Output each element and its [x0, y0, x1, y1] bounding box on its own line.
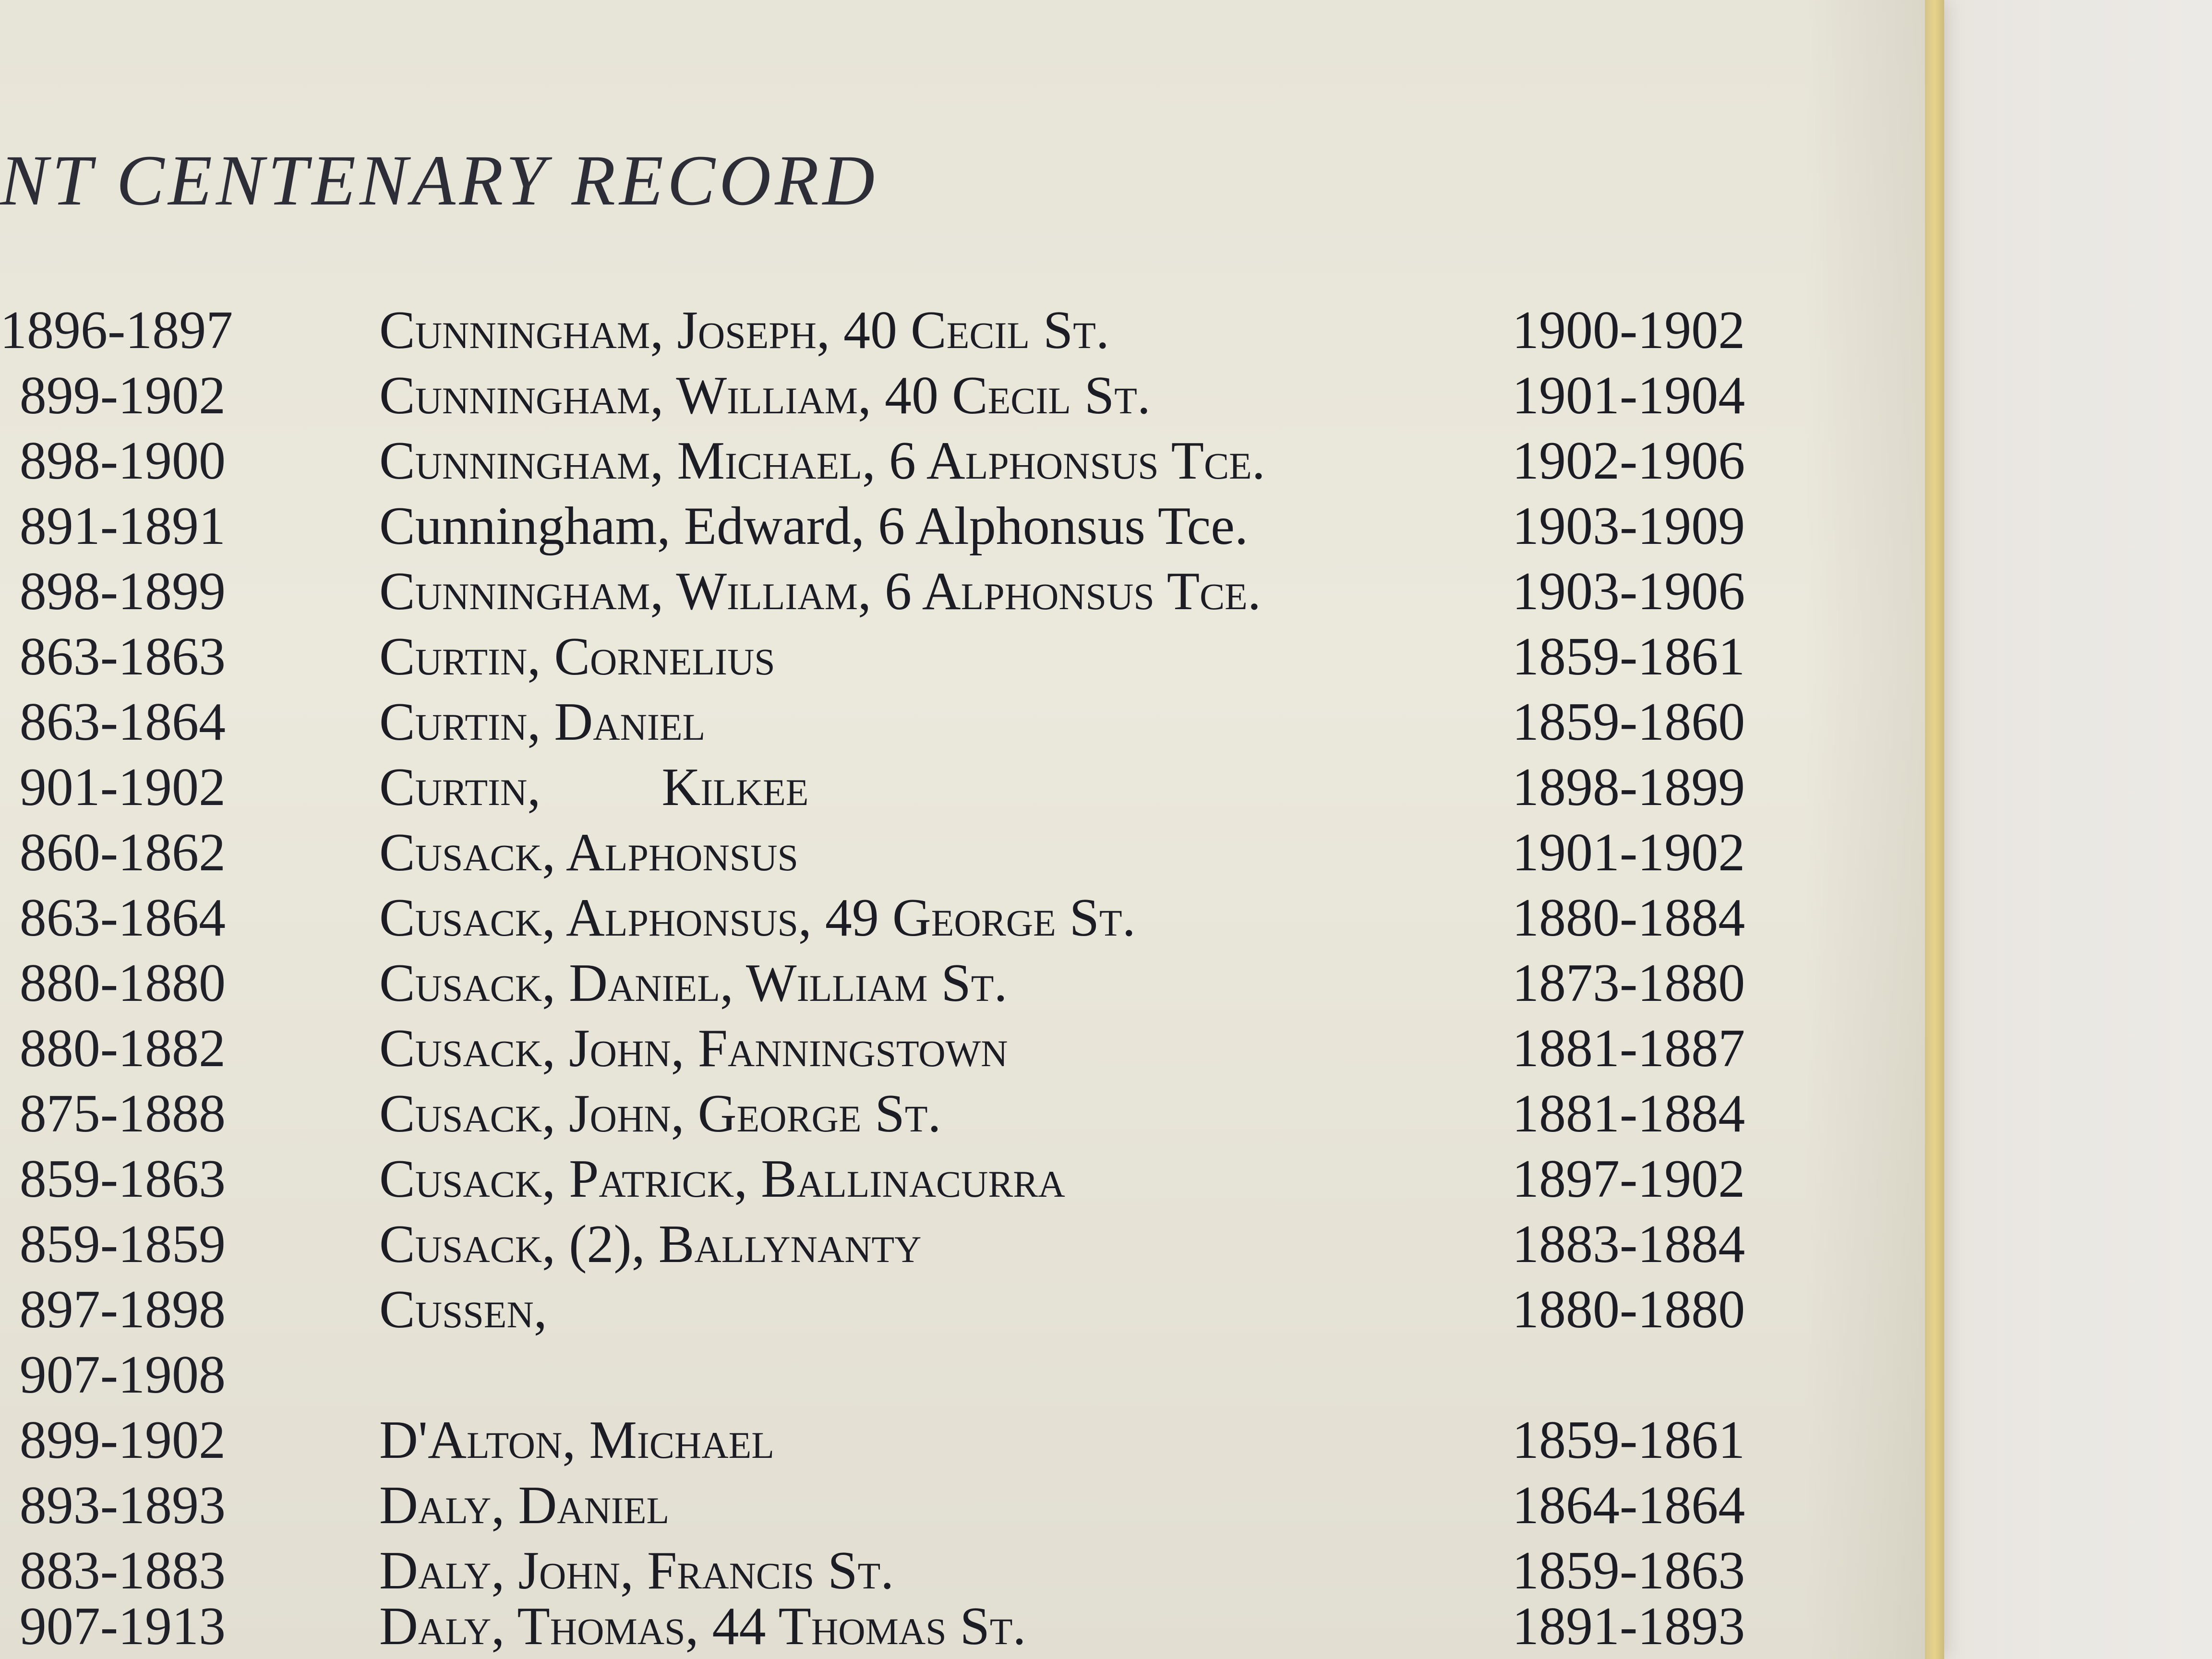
running-head: NT CENTENARY RECORD — [0, 141, 879, 220]
left-years: 899-1902 — [19, 366, 226, 425]
left-years: 907-1913 — [19, 1597, 226, 1656]
left-years: 860-1862 — [19, 823, 226, 882]
record-entry: Curtin, Cornelius — [379, 627, 775, 686]
record-row — [0, 493, 1786, 559]
right-years: 1891-1893 — [1512, 1597, 1745, 1656]
record-row — [0, 1016, 1786, 1081]
record-entry: Cunningham, William, 6 Alphonsus Tce. — [379, 562, 1261, 621]
record-entry: Cunningham, William, 40 Cecil St. — [379, 366, 1151, 425]
left-years: 898-1899 — [19, 562, 226, 621]
right-years: 1881-1884 — [1512, 1084, 1745, 1143]
record-entry: Daly, Thomas, 44 Thomas St. — [379, 1597, 1026, 1656]
record-row — [0, 428, 1786, 493]
record-row — [0, 1081, 1786, 1146]
right-years: 1864-1864 — [1512, 1476, 1745, 1535]
record-entry: Cusack, (2), Ballynanty — [379, 1214, 922, 1274]
record-row — [0, 950, 1786, 1016]
page-edge — [1925, 0, 1944, 1659]
left-years: 863-1863 — [19, 627, 226, 686]
record-entry: Curtin, Kilkee — [379, 757, 809, 817]
right-years: 1880-1884 — [1512, 888, 1745, 948]
record-row — [0, 1277, 1786, 1342]
left-years: 883-1883 — [19, 1541, 226, 1600]
record-entry: Cunningham, Edward, 6 Alphonsus Tce. — [379, 496, 1248, 556]
record-entry: Daly, John, Francis St. — [379, 1541, 894, 1600]
record-entry: Daly, Daniel — [379, 1476, 670, 1535]
left-years: 863-1864 — [19, 888, 226, 948]
right-years: 1859-1863 — [1512, 1541, 1745, 1600]
right-years: 1903-1909 — [1512, 496, 1745, 556]
record-row — [0, 885, 1786, 950]
left-years: 891-1891 — [19, 496, 226, 556]
left-years: 880-1880 — [19, 953, 226, 1013]
right-years: 1873-1880 — [1512, 953, 1745, 1013]
right-years: 1903-1906 — [1512, 562, 1745, 621]
record-entry: Cusack, John, Fanningstown — [379, 1019, 1008, 1078]
record-row — [0, 1212, 1786, 1277]
left-years: 875-1888 — [19, 1084, 226, 1143]
right-years: 1883-1884 — [1512, 1214, 1745, 1274]
left-years: 1896-1897 — [0, 301, 233, 360]
record-row — [0, 820, 1786, 885]
record-entry: Cunningham, Michael, 6 Alphonsus Tce. — [379, 431, 1265, 491]
record-row — [0, 755, 1786, 820]
left-years: 859-1863 — [19, 1149, 226, 1209]
record-row — [0, 298, 1786, 363]
left-years: 898-1900 — [19, 431, 226, 491]
record-row — [0, 624, 1786, 689]
record-entry: D'Alton, Michael — [379, 1410, 774, 1470]
record-row — [0, 363, 1786, 428]
right-years: 1897-1902 — [1512, 1149, 1745, 1209]
record-entry: Curtin, Daniel — [379, 692, 706, 752]
record-row — [0, 689, 1786, 755]
right-years: 1881-1887 — [1512, 1019, 1745, 1078]
record-row — [0, 1146, 1786, 1212]
record-row — [0, 1342, 1786, 1407]
right-years: 1898-1899 — [1512, 757, 1745, 817]
right-years: 1901-1902 — [1512, 823, 1745, 882]
record-entry: Cusack, John, George St. — [379, 1084, 941, 1143]
record-row — [0, 1407, 1786, 1473]
record-row — [0, 1473, 1786, 1538]
left-years: 859-1859 — [19, 1214, 226, 1274]
record-row — [0, 1594, 1786, 1659]
record-entry: Cusack, Alphonsus, 49 George St. — [379, 888, 1136, 948]
left-years: 893-1893 — [19, 1476, 226, 1535]
left-years: 907-1908 — [19, 1345, 226, 1405]
record-row — [0, 559, 1786, 624]
left-years: 899-1902 — [19, 1410, 226, 1470]
right-years: 1902-1906 — [1512, 431, 1745, 491]
right-years: 1859-1860 — [1512, 692, 1745, 752]
left-years: 901-1902 — [19, 757, 226, 817]
record-entry: Cunningham, Joseph, 40 Cecil St. — [379, 301, 1109, 360]
left-years: 897-1898 — [19, 1280, 226, 1339]
right-years: 1900-1902 — [1512, 301, 1745, 360]
record-entry: Cusack, Alphonsus — [379, 823, 798, 882]
left-years: 863-1864 — [19, 692, 226, 752]
left-years: 880-1882 — [19, 1019, 226, 1078]
record-entry: Cusack, Patrick, Ballinacurra — [379, 1149, 1065, 1209]
record-entry: Cussen, — [379, 1280, 547, 1339]
right-years: 1859-1861 — [1512, 1410, 1745, 1470]
right-years: 1901-1904 — [1512, 366, 1745, 425]
record-entry: Cusack, Daniel, William St. — [379, 953, 1008, 1013]
page-gutter-shadow — [1805, 0, 1930, 1659]
right-years: 1880-1880 — [1512, 1280, 1745, 1339]
right-years: 1859-1861 — [1512, 627, 1745, 686]
